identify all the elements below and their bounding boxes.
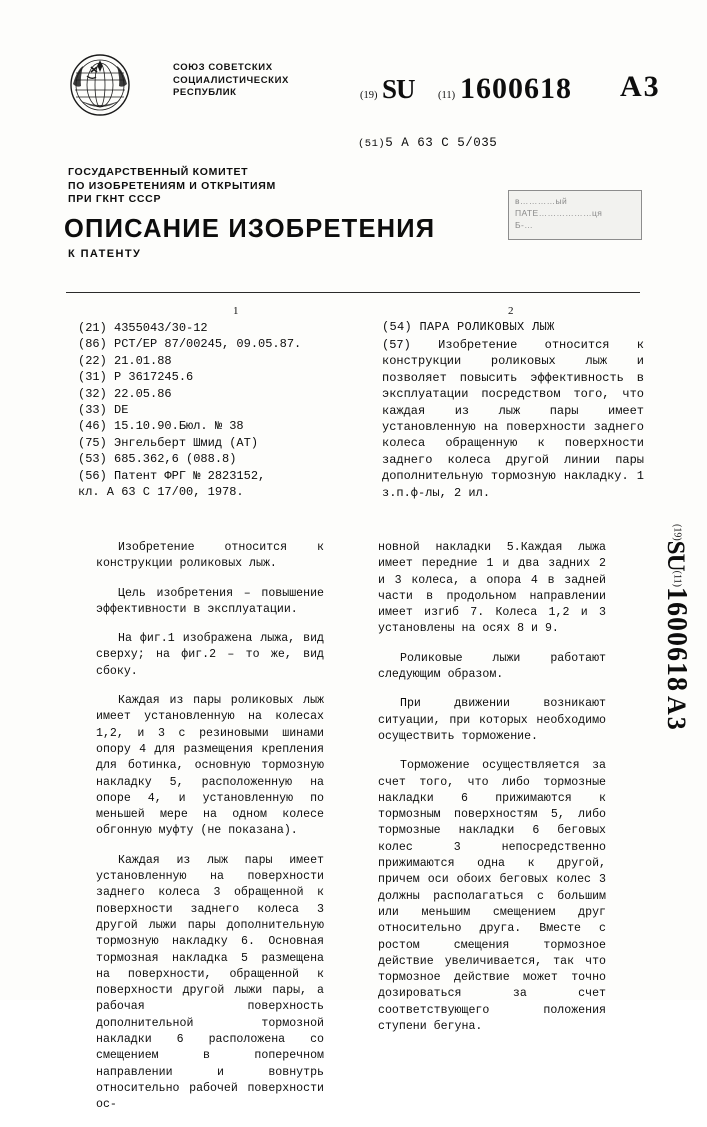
document-kind-code: A3: [620, 70, 661, 103]
biblio-line: (75) Энгельберт Шмид (АТ): [78, 435, 259, 450]
biblio-line: (33) DE: [78, 403, 129, 418]
abstract-paragraph: (57) Изобретение относится к конструкции роликовых лыж и позволяет повысить эффективность в эксплуатации посредством того, что каждая из лыж пары имеет установленную на поверхности заднего колеса обращенную к поверхности заднего колеса другой линии пары дополнительную тормозную накладку. 1 з.п.ф-лы, 2 ил.: [382, 338, 644, 500]
ussr-emblem-icon: [69, 54, 131, 116]
body-column-right: [378, 540, 606, 1048]
page-subtitle: К ПАТЕНТУ: [68, 248, 142, 260]
biblio-line: (32) 22.05.86: [78, 386, 172, 401]
organization-name: СОЮЗ СОВЕТСКИХ СОЦИАЛИСТИЧЕСКИХ РЕСПУБЛИК: [173, 62, 289, 98]
bibliographic-data: [78, 320, 338, 500]
body-paragraph: При движении возникают ситуации, при которых необходимо осуществить торможение.: [378, 697, 606, 743]
ipc-classification: [358, 136, 497, 150]
biblio-line: (56) Патент ФРГ № 2823152,: [78, 468, 266, 483]
side-kind-tag: (11): [671, 570, 683, 587]
side-doc-kind: A3: [662, 695, 691, 732]
body-paragraph: На фиг.1 изображена лыжа, вид сверху; на фиг.2 – то же, вид сбоку.: [96, 632, 324, 678]
column-number-right: 2: [508, 305, 514, 317]
country-code: SU: [382, 74, 415, 104]
body-paragraph: Цель изобретения – повышение эффективности в эксплуатации.: [96, 586, 324, 616]
invention-title: (54) ПАРА РОЛИКОВЫХ ЛЫЖ: [382, 320, 555, 334]
document-header: [60, 52, 661, 130]
library-stamp: [508, 190, 642, 240]
biblio-line: (53) 685.362,6 (088.8): [78, 452, 237, 467]
header-divider: [66, 292, 640, 293]
body-paragraph: Каждая из лыж пары имеет установленную на поверхности заднего колеса 3 обращенной к поверхности заднего колеса 3 другой лыжи пары дополнительную тормозную накладку 6. Основная тормозная накладка 5 размещена на поверхности, обращенной к поверхности другой лыжи пары, а рабочая поверхность дополнительной тормозной накладки 6 расположена со смещением в поперечном направлении и вовнутрь относительно рабочей поверхности ос-: [96, 853, 324, 1112]
biblio-line: (21) 4355043/30-12: [78, 321, 208, 335]
biblio-line: (46) 15.10.90.Бюл. № 38: [78, 419, 244, 434]
biblio-line: кл. А 63 С 17/00, 1978.: [78, 485, 244, 500]
kind-code-tag: (11): [438, 90, 456, 101]
body-paragraph: Каждая из пары роликовых лыж имеет установленную на колесах 1,2, и 3 с резиновыми шинами опору 4 для размещения крепления для ботинка, основную тормозную накладку 5, расположенную на опоре 4, и установленную по меньшей мере на одном колесе обгонную муфту (не показана).: [96, 694, 324, 838]
body-paragraph: Торможение осуществляется за счет того, что либо тормозные накладки 6 прижимаются к тормозным поверхностям 5, либо тормозные накладки 6 беговых колес 3 непосредственно прижимаются одна к другой, причем оси обоих беговых колес 3 должны располагаться с большим или меньшим смещением друг относительно друга. Вместе с ростом смещения тормозное действие увеличивается, так что тормозное действие может точно дозироваться за счет соответствующего положения ступени бегуна.: [378, 759, 606, 1034]
side-number: 1600618: [661, 586, 692, 692]
biblio-line: (31) P 3617245.6: [78, 370, 194, 385]
side-patent-marker: [648, 520, 694, 900]
body-paragraph: новной накладки 5.Каждая лыжа имеет передние 1 и два задних 2 и 3 колеса, а опора 4 в задней части в продольном направлении имеет изгиб 7. Колеса 1,2 и 3 установлены на осях 8 и 9.: [378, 541, 606, 636]
body-column-left: [96, 540, 324, 1127]
side-country-tag: (19): [671, 524, 683, 541]
biblio-line: (86) PCT/EP 87/00245, 09.05.87.: [78, 337, 302, 352]
biblio-line: (22) 21.01.88: [78, 353, 172, 368]
committee-name: ГОСУДАРСТВЕННЫЙ КОМИТЕТ ПО ИЗОБРЕТЕНИЯМ И ОТКРЫТИЯМ ПРИ ГКНТ СССР: [68, 166, 276, 205]
patent-number: 1600618: [460, 72, 572, 105]
page-title: ОПИСАНИЕ ИЗОБРЕТЕНИЯ: [64, 215, 436, 243]
ipc-code: 5 A 63 C 5/035: [385, 136, 498, 150]
library-stamp-text: в…………ый ПАТЕ………………ця Б-…: [515, 196, 603, 230]
body-paragraph: Изобретение относится к конструкции роликовых лыж.: [96, 541, 324, 571]
country-code-tag: (19): [360, 90, 378, 101]
ipc-tag: (51): [358, 138, 386, 150]
body-paragraph: Роликовые лыжи работают следующим образом.: [378, 651, 606, 682]
side-country: SU: [662, 540, 689, 571]
abstract-text: [382, 337, 644, 501]
column-number-left: 1: [233, 305, 239, 317]
